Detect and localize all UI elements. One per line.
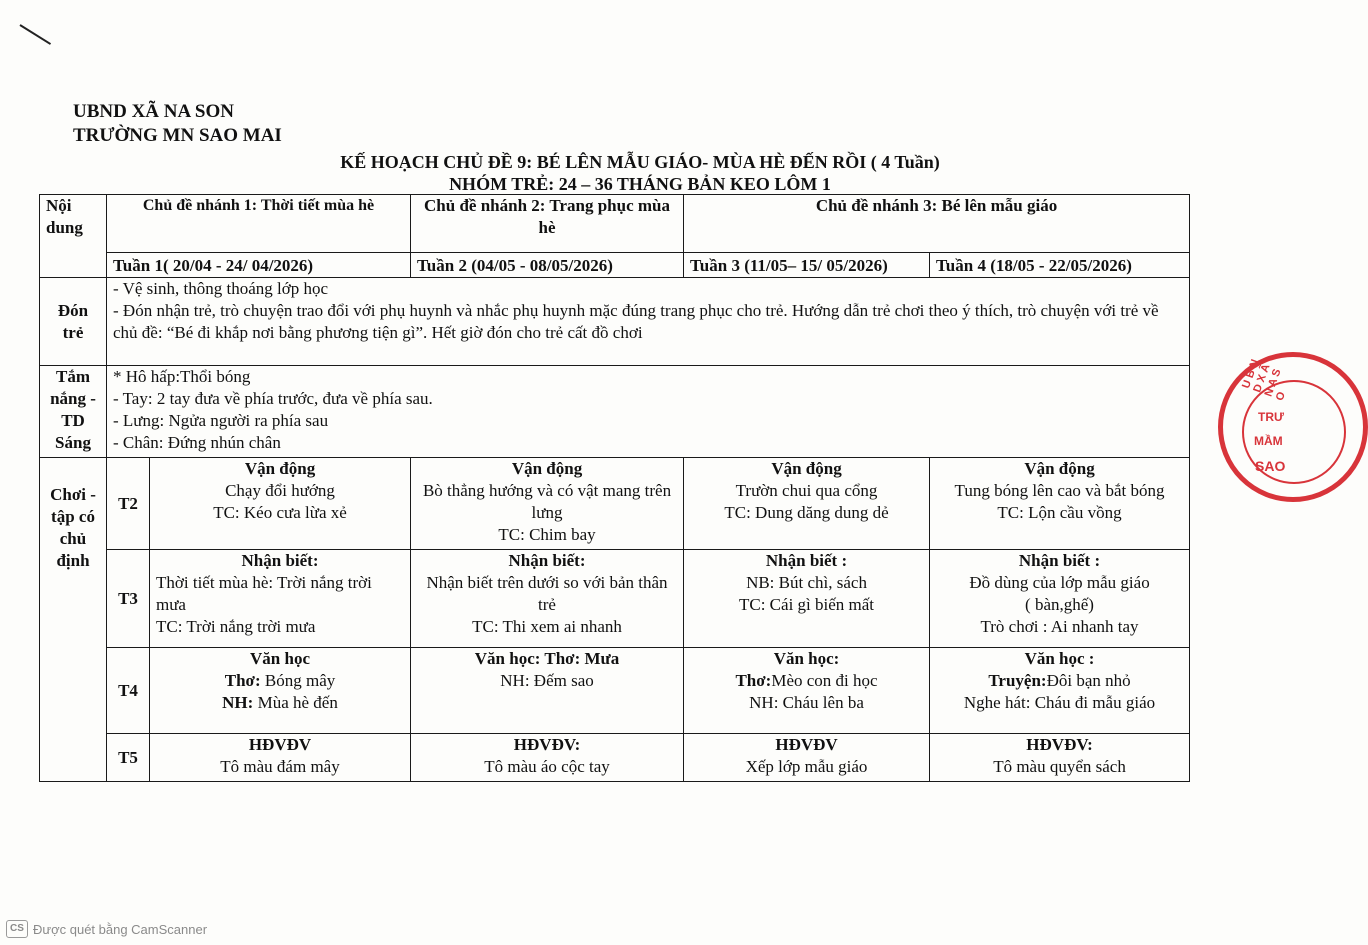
activity-line-label: Truyện: bbox=[988, 671, 1047, 690]
activity-cell bbox=[411, 734, 684, 782]
activity-line: Nghe hát: Cháu đi mẫu giáo bbox=[963, 693, 1156, 712]
activity-line: Xếp lớp mẫu giáo bbox=[745, 757, 868, 776]
week-4: Tuần 4 (18/05 - 22/05/2026) bbox=[930, 253, 1190, 278]
org-line-2: TRƯỜNG MN SAO MAI bbox=[73, 125, 282, 146]
week-2: Tuần 2 (04/05 - 08/05/2026) bbox=[411, 253, 684, 278]
activity-title: HĐVĐV bbox=[775, 735, 838, 754]
group-title: NHÓM TRẺ: 24 – 36 THÁNG BẢN KEO LÔM 1 bbox=[449, 174, 831, 194]
activity-title: Vận động bbox=[244, 459, 316, 478]
footer-text: Được quét bằng CamScanner bbox=[33, 921, 208, 937]
activity-body bbox=[40, 458, 1190, 782]
stamp-text-line3: SAO bbox=[1255, 458, 1286, 474]
tam-nang-content bbox=[107, 366, 1190, 458]
tam-nang-row bbox=[40, 366, 1190, 458]
activity-cell bbox=[930, 550, 1190, 648]
day-label: T4 bbox=[107, 648, 150, 734]
tam-nang-line: * Hô hấp:Thổi bóng bbox=[113, 367, 251, 386]
day-label: T2 bbox=[107, 458, 150, 550]
activity-title: Nhận biết : bbox=[765, 551, 848, 570]
activity-line: Tô màu đám mây bbox=[220, 757, 340, 776]
activity-title: HĐVĐV: bbox=[1026, 735, 1093, 754]
activity-line: Tô màu áo cộc tay bbox=[484, 757, 610, 776]
activity-line bbox=[156, 692, 404, 714]
activity-line-text: Đôi bạn nhỏ bbox=[1046, 671, 1131, 690]
activity-cell bbox=[930, 734, 1190, 782]
activity-cell bbox=[411, 648, 684, 734]
activity-line: TC: Dung dăng dung dẻ bbox=[724, 503, 889, 522]
activity-title: HĐVĐV: bbox=[513, 735, 581, 754]
don-tre-row bbox=[40, 278, 1190, 366]
activity-line bbox=[156, 670, 404, 692]
activity-cell bbox=[150, 458, 411, 550]
activity-cell bbox=[150, 734, 411, 782]
scan-mark bbox=[19, 24, 51, 45]
activity-line-text: Mùa hè đến bbox=[253, 693, 338, 712]
activity-line: Thời tiết mùa hè: Trời nắng trời mưa bbox=[156, 573, 372, 614]
activity-row bbox=[40, 458, 1190, 550]
activity-line: ( bàn,ghế) bbox=[1025, 595, 1094, 614]
activity-cell bbox=[684, 550, 930, 648]
activity-line: TC: Thi xem ai nhanh bbox=[472, 617, 622, 636]
week-1: Tuần 1( 20/04 - 24/ 04/2026) bbox=[107, 253, 411, 278]
don-tre-line: - Vệ sinh, thông thoáng lớp học bbox=[113, 279, 329, 298]
plan-table bbox=[39, 194, 1190, 782]
activity-line-text: Bóng mây bbox=[260, 671, 336, 690]
activity-line: NB: Bút chì, sách bbox=[746, 573, 867, 592]
tam-nang-label: Tắm nắng - TD Sáng bbox=[40, 366, 107, 458]
activity-cell bbox=[684, 458, 930, 550]
activity-line: Nhận biết trên dưới so với bản thân trẻ bbox=[426, 573, 668, 614]
activity-cell bbox=[411, 458, 684, 550]
activity-cell bbox=[930, 648, 1190, 734]
tam-nang-line: - Chân: Đứng nhún chân bbox=[113, 433, 281, 452]
stamp-text-line2: MẦM bbox=[1254, 434, 1283, 448]
activity-cell bbox=[150, 648, 411, 734]
activity-title: Văn học: bbox=[773, 649, 840, 668]
don-tre-content bbox=[107, 278, 1190, 366]
activity-line: TC: Trời nắng trời mưa bbox=[156, 617, 316, 636]
activity-row bbox=[40, 734, 1190, 782]
activity-line: TC: Chim bay bbox=[498, 525, 596, 544]
activity-line: Đồ dùng của lớp mẫu giáo bbox=[969, 573, 1150, 592]
activity-title: Vận động bbox=[771, 459, 842, 478]
activity-cell bbox=[411, 550, 684, 648]
week-3: Tuần 3 (11/05– 15/ 05/2026) bbox=[684, 253, 930, 278]
plan-title: KẾ HOẠCH CHỦ ĐỀ 9: BÉ LÊN MẪU GIÁO- MÙA HÈ ĐẾN RỒI ( 4 Tuần) bbox=[340, 152, 940, 172]
stamp-text-line1: TRƯ bbox=[1258, 410, 1284, 424]
activity-line: Tung bóng lên cao và bắt bóng bbox=[954, 481, 1165, 500]
org-line-1: UBND XÃ NA SON bbox=[73, 101, 234, 122]
activity-line-label: NH: bbox=[222, 693, 254, 712]
tam-nang-line: - Tay: 2 tay đưa về phía trước, đưa về phía sau. bbox=[113, 389, 433, 408]
day-label: T3 bbox=[107, 550, 150, 648]
school-header bbox=[73, 100, 282, 148]
stamp-text-outer: U B N D X Ã N A S O bbox=[1240, 357, 1289, 403]
activity-cell bbox=[150, 550, 411, 648]
activity-line: Bò thẳng hướng và có vật mang trên lưng bbox=[422, 481, 672, 522]
activity-title: Vận động bbox=[1024, 459, 1095, 478]
branch-2-header: Chủ đề nhánh 2: Trang phục mùa hè bbox=[411, 195, 684, 253]
don-tre-label: Đón trẻ bbox=[40, 278, 107, 366]
activity-title: Văn học: Thơ: Mưa bbox=[474, 649, 620, 668]
activity-line-label: Thơ: bbox=[224, 671, 261, 690]
activity-line: Tô màu quyển sách bbox=[993, 757, 1126, 776]
activity-cell bbox=[684, 648, 930, 734]
activity-line-text: Mèo con đi học bbox=[771, 671, 878, 690]
activity-cell bbox=[684, 734, 930, 782]
activity-line: TC: Lộn cầu vồng bbox=[997, 503, 1122, 522]
choi-tap-label: Chơi -tập có chủ định bbox=[40, 458, 107, 782]
activity-line: Trườn chui qua cổng bbox=[735, 481, 878, 500]
camscanner-icon: CS bbox=[6, 920, 28, 938]
activity-title: Nhận biết: bbox=[241, 551, 319, 570]
day-label: T5 bbox=[107, 734, 150, 782]
activity-row bbox=[40, 550, 1190, 648]
activity-line bbox=[690, 670, 923, 692]
week-row bbox=[40, 253, 1190, 278]
activity-line: NH: Đếm sao bbox=[500, 671, 594, 690]
activity-cell bbox=[930, 458, 1190, 550]
activity-title: Văn học : bbox=[1024, 649, 1095, 668]
activity-line: TC: Cái gì biến mất bbox=[738, 595, 875, 614]
don-tre-line: - Đón nhận trẻ, trò chuyện trao đổi với phụ huynh và nhắc phụ huynh mặc đúng trang phục cho trẻ. Hướng dẫn trẻ chơi theo ý thích, trò chuyện với trẻ về chủ đề: “Bé đi khắp nơi bằng phương tiện gì”. Hết giờ đón cho trẻ cất đồ chơi bbox=[113, 301, 1159, 342]
activity-line: Chạy đổi hướng bbox=[225, 481, 335, 500]
content-label: Nội dung bbox=[40, 195, 107, 278]
activity-line bbox=[936, 670, 1183, 692]
activity-row bbox=[40, 648, 1190, 734]
scanner-footer bbox=[6, 920, 207, 938]
activity-title: Văn học bbox=[250, 649, 310, 668]
branch-1-header: Chủ đề nhánh 1: Thời tiết mùa hè bbox=[107, 195, 411, 253]
activity-line: Trò chơi : Ai nhanh tay bbox=[980, 617, 1139, 636]
activity-title: Nhận biết: bbox=[508, 551, 586, 570]
activity-title: Nhận biết : bbox=[1018, 551, 1101, 570]
tam-nang-line: - Lưng: Ngửa người ra phía sau bbox=[113, 411, 329, 430]
activity-title: Vận động bbox=[511, 459, 583, 478]
activity-title: HĐVĐV bbox=[248, 735, 312, 754]
branch-3-header: Chủ đề nhánh 3: Bé lên mẫu giáo bbox=[684, 195, 1190, 253]
activity-line-label: Thơ: bbox=[735, 671, 772, 690]
activity-line: TC: Kéo cưa lừa xẻ bbox=[213, 503, 347, 522]
activity-line: NH: Cháu lên ba bbox=[749, 693, 864, 712]
branch-header-row bbox=[40, 195, 1190, 253]
